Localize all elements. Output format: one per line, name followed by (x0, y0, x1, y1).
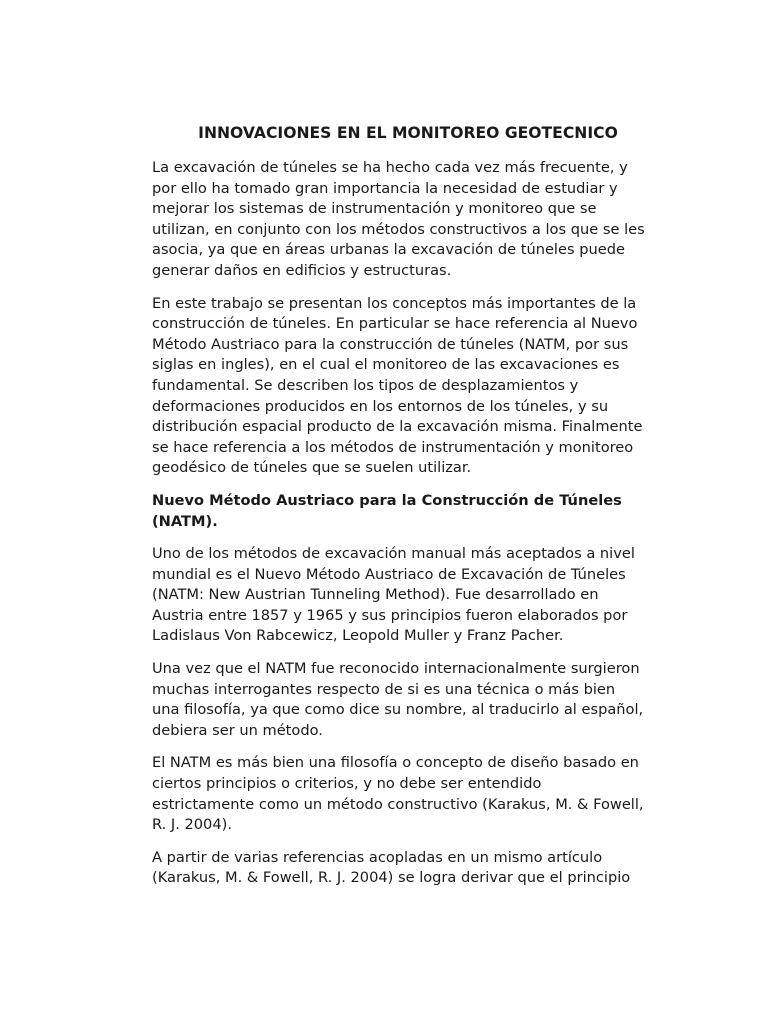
text-line: El NATM es más bien una filosofía o concepto de diseño basado en (152, 754, 639, 772)
heading-line: Nuevo Método Austriaco para la Construcción de Túneles (152, 491, 622, 509)
heading-line: (NATM). (152, 512, 218, 530)
text-line: En este trabajo se presentan los conceptos más importantes de la (152, 294, 637, 312)
paragraph-natm-2 (152, 659, 664, 741)
text-line: Uno de los métodos de excavación manual más aceptados a nivel (152, 545, 635, 563)
text-line: por ello ha tomado gran importancia la necesidad de estudiar y (152, 179, 618, 197)
text-line: R. J. 2004). (152, 816, 232, 834)
text-line: A partir de varias referencias acopladas en un mismo artículo (152, 848, 603, 866)
text-line: mejorar los sistemas de instrumentación y monitoreo que se (152, 200, 597, 218)
paragraph-natm-4 (152, 848, 664, 889)
document-title: INNOVACIONES EN EL MONITOREO GEOTECNICO (198, 124, 618, 142)
text-line: deformaciones producidos en los entornos de los túneles, y su (152, 397, 609, 415)
text-line: se hace referencia a los métodos de instrumentación y monitoreo (152, 438, 634, 456)
section-heading (152, 491, 664, 532)
paragraph-natm-1 (152, 544, 664, 647)
text-line: Una vez que el NATM fue reconocido internacionalmente surgieron (152, 660, 640, 678)
text-line: Método Austriaco para la construcción de túneles (NATM, por sus (152, 335, 629, 353)
text-line: (NATM: New Austrian Tunneling Method). Fue desarrollado en (152, 586, 599, 604)
paragraph-intro-1 (152, 158, 664, 282)
paragraph-natm-3 (152, 753, 664, 835)
text-line: debiera ser un método. (152, 721, 323, 739)
text-line: geodésico de túneles que se suelen utilizar. (152, 459, 472, 477)
text-line: una filosofía, ya que como dice su nombre, al traducirlo al español, (152, 701, 644, 719)
text-line: Ladislaus Von Rabcewicz, Leopold Muller y Franz Pacher. (152, 627, 564, 645)
document-body (152, 122, 664, 901)
text-line: asocia, ya que en áreas urbanas la excavación de túneles puede (152, 241, 625, 259)
text-line: mundial es el Nuevo Método Austriaco de Excavación de Túneles (152, 565, 626, 583)
text-line: muchas interrogantes respecto de si es una técnica o más bien (152, 680, 616, 698)
text-line: siglas en ingles), en el cual el monitoreo de las excavaciones es (152, 356, 620, 374)
text-line: construcción de túneles. En particular se hace referencia al Nuevo (152, 315, 638, 333)
text-line: Austria entre 1857 y 1965 y sus principios fueron elaborados por (152, 606, 628, 624)
paragraph-intro-2 (152, 294, 664, 479)
text-line: (Karakus, M. & Fowell, R. J. 2004) se logra derivar que el principio (152, 869, 631, 887)
text-line: distribución espacial producto de la excavación misma. Finalmente (152, 418, 643, 436)
text-line: utilizan, en conjunto con los métodos constructivos a los que se les (152, 220, 645, 238)
text-line: generar daños en edificios y estructuras. (152, 261, 452, 279)
text-line: fundamental. Se describen los tipos de desplazamientos y (152, 376, 579, 394)
text-line: estrictamente como un método constructivo (Karakus, M. & Fowell, (152, 795, 644, 813)
text-line: ciertos principios o criterios, y no debe ser entendido (152, 775, 542, 793)
text-line: La excavación de túneles se ha hecho cada vez más frecuente, y (152, 159, 628, 176)
